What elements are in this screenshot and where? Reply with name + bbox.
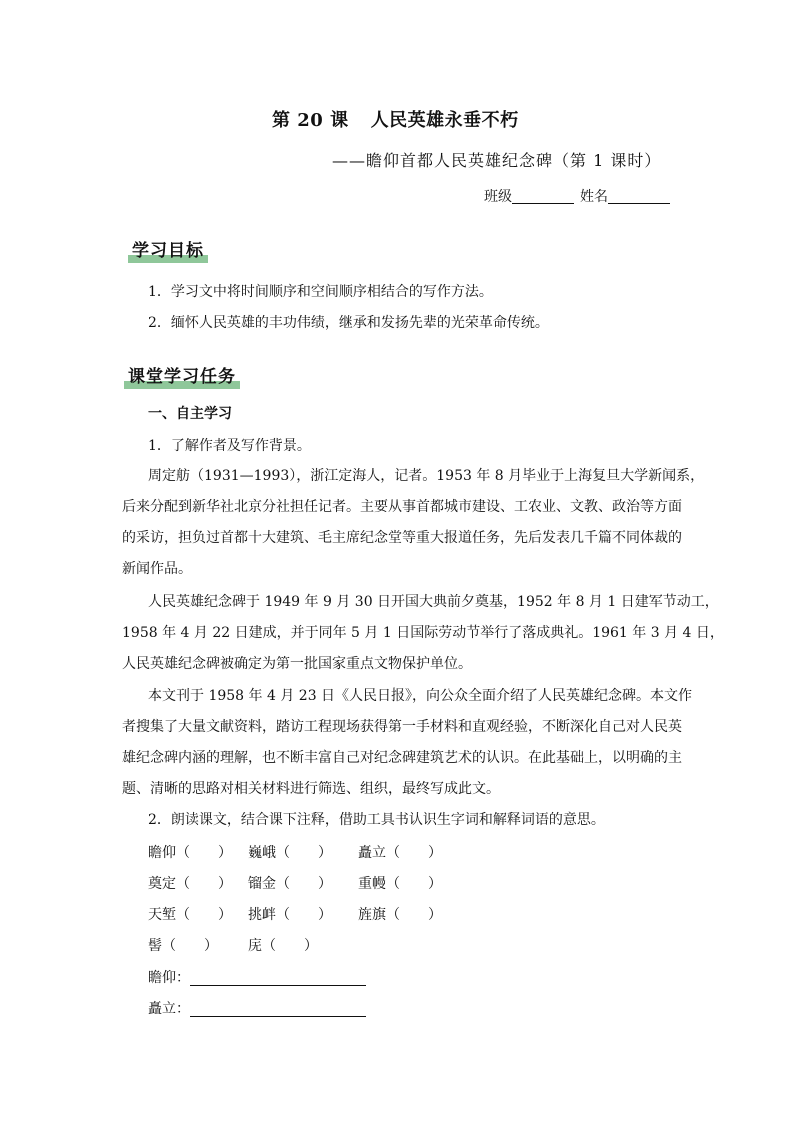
- name-label: 姓名: [580, 189, 608, 205]
- vocab-item: 天堑（ ）: [148, 907, 232, 923]
- tasks-heading-text: 课堂学习任务: [128, 367, 236, 387]
- lesson-name: 人民英雄永垂不朽: [370, 110, 519, 131]
- class-name-line: [484, 186, 670, 206]
- class-label: 班级: [484, 189, 512, 205]
- lesson-subtitle: ——瞻仰首都人民英雄纪念碑（第 1 课时）: [332, 151, 662, 170]
- definition-label: 瞻仰：: [148, 970, 190, 986]
- para-line: 本文刊于 1958 年 4 月 23 日《人民日报》，向公众全面介绍了人民英雄纪念碑。本文作: [148, 688, 693, 704]
- vocab-item: 旌旗（ ）: [358, 907, 442, 923]
- definition-line-2: [148, 998, 366, 1018]
- vocab-item: 奠定（ ）: [148, 876, 232, 892]
- section-heading-tasks: [128, 362, 236, 387]
- vocab-item: 髻（ ）: [148, 938, 218, 954]
- goal-item-2: 2．缅怀人民英雄的丰功伟绩，继承和发扬先辈的光荣革命传统。: [148, 315, 549, 331]
- para-line: 周定舫（1931—1993），浙江定海人，记者。1953 年 8 月毕业于上海复旦大学新闻系，: [148, 468, 705, 484]
- question-1: 1．了解作者及写作背景。: [148, 438, 311, 454]
- vocab-item: 庑（ ）: [248, 938, 318, 954]
- vocab-item: 挑衅（ ）: [248, 907, 332, 923]
- para-line: 雄纪念碑内涵的理解，也不断丰富自己对纪念碑建筑艺术的认识。在此基础上，以明确的主: [122, 750, 682, 766]
- lesson-title: [272, 106, 519, 132]
- definition-label: 矗立：: [148, 1001, 190, 1017]
- name-blank[interactable]: [608, 189, 670, 204]
- definition-line-1: [148, 967, 366, 987]
- part-heading-self-study: 一、自主学习: [148, 406, 232, 422]
- lesson-number: 第 20 课: [272, 110, 349, 131]
- para-line: 后来分配到新华社北京分社担任记者。主要从事首都城市建设、工农业、文教、政治等方面: [122, 499, 682, 515]
- para-line: 新闻作品。: [122, 561, 192, 577]
- vocab-item: 重幔（ ）: [358, 876, 442, 892]
- vocab-item: 镏金（ ）: [248, 876, 332, 892]
- vocab-item: 瞻仰（ ）: [148, 845, 232, 861]
- para-line: 1958 年 4 月 22 日建成，并于同年 5 月 1 日国际劳动节举行了落成典礼。1961 年 3 月 4 日，: [122, 625, 724, 641]
- section-heading-goals: [132, 236, 204, 261]
- goals-heading-text: 学习目标: [132, 241, 204, 261]
- para-line: 者搜集了大量文献资料，踏访工程现场获得第一手材料和直观经验，不断深化自己对人民英: [122, 719, 682, 735]
- goal-item-1: 1．学习文中将时间顺序和空间顺序相结合的写作方法。: [148, 284, 493, 300]
- question-2: 2．朗读课文，结合课下注释，借助工具书认识生字词和解释词语的意思。: [148, 812, 605, 828]
- vocab-item: 矗立（ ）: [358, 845, 442, 861]
- class-blank[interactable]: [512, 189, 574, 204]
- answer-blank[interactable]: [190, 971, 366, 986]
- para-line: 题、清晰的思路对相关材料进行筛选、组织，最终写成此文。: [122, 781, 500, 797]
- para-line: 人民英雄纪念碑被确定为第一批国家重点文物保护单位。: [122, 656, 472, 672]
- vocab-item: 巍峨（ ）: [248, 845, 332, 861]
- para-line: 的采访，担负过首都十大建筑、毛主席纪念堂等重大报道任务，先后发表几千篇不同体裁的: [122, 530, 682, 546]
- answer-blank[interactable]: [190, 1002, 366, 1017]
- para-line: 人民英雄纪念碑于 1949 年 9 月 30 日开国大典前夕奠基，1952 年 8 月 1 日建军节动工，: [148, 594, 719, 610]
